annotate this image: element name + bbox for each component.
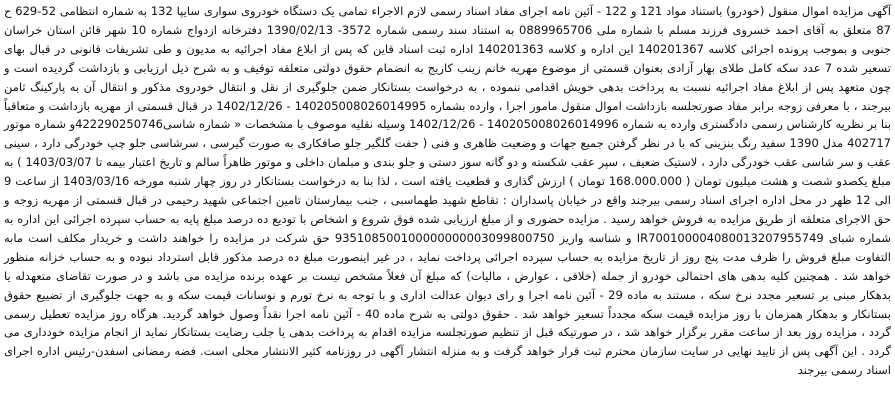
notice-body: آگهی مزایده اموال منقول (خودرو) باستناد مواد 121 و 122 - آئین نامه اجرای مفاد اسناد رسمی لازم الاجراء تمامی یک دستگاه خودروی سواری سایپا 132 به شماره انتظامی 52-629 ح 87 متعلق به آقای احمد خسروی فرزند مسلم با شماره ملی 0889965706 به استناد سند رسمی شماره 3572- 1390/02/13 دفترخانه ازدواج شماره 10 شهر قائن استان خراسان جنوبی و بموجب پرونده اجرائی کلاسه 140201367 این اداره و کلاسه 140201363 اداره ثبت اسناد قاین که پس از ابلاغ مفاد اجرائیه به مدیون و طی تشریفات قانونی در قبال بهای تسعیر شده 7 عدد سکه کامل طلای بهار آزادی بعنوان قسمتی از موضوع مهریه خانم زینب کاریج به انضمام حقوق دولتی متعلقه توقیف و به شرح ذیل ارزیابی و بازداشت گردیده است و چون متعهد پس از ابلاغ مفاد اجرائیه نسبت به پرداخت بدهی خویش اقدامی ننموده ، به درخواست بستانکار ضمن جلوگیری از نقل و انتقال خودروی مذکور و انتقال آن به پارکینگ ثامن بیرجند ، با معرفی زوجه برابر مفاد صورتجلسه بازداشت اموال منقول مامور اجرا ، وارده بشماره 140205008026014995 - 1402/12/26 در قبال قسمتی از مهریه بازداشت و متعاقباً بنا بر نظریه کارشناس رسمی دادگستری وارده به شماره 140205008026014996 - 1402/12/26 وسیله نقلیه موصوف با مشخصات « شماره شاسی422290250746و شماره موتور 402717 مدل 1390 سفید رنگ بنزینی که با در نظر گرفتن جمیع جهات و وضعیت ظاهری و فنی ( جفت گلگیر جلو صافکاری به صورت گیرسی ، سرشاسی جلو چپ خودرگی دارد ، سینی عقب و سر شاسی عقب خودرگی دارد ، لاستیک ضعیف ، سپر عقب شکسته و دو گانه سوز دستی و جلو بندی و مبلمان داخلی و موتور ظاهراً سالم و تاریخ اعتبار بیمه تا 1403/03/07 ) به مبلغ یکصدو شصت و هشت میلیون تومان ( 168.000.000 تومان ) ارزش گذاری و قطعیت یافته است ، لذا بنا به درخواست بستانکار در روز چهار شنبه مورخه 1403/03/16 از ساعت 9 الی 12 ظهر در محل اداره اجرای اسناد رسمی بیرجند واقع در خیابان پاسداران : تقاطع شهید طهماسبی ، جنب بیمارستان تامین اجتماعی شهید رحیمی در قبال قسمتی از مهریه زوجه و حق الاجرای متعلقه از طریق مزایده به فروش خواهد رسید . مزایده حضوری و از مبلغ ارزیابی شده فوق شروع و اشخاص با تودیع ده درصد مبلغ پایه به حساب سپرده اجرائی این اداره به شماره شبای IR700100004080013207955749 و شناسه واریز 935108500100000000003099800750 حق شرکت در مزایده را خواهند داشت و خریدار مکلف است مابه التفاوت مبلغ فروش را ظرف مدت پنج روز از تاریخ مزایده به حساب سپرده اجرائی پرداخت نماید ، در غیر اینصورت مبلغ ده درصد مذکور قابل استرداد نبوده و به حساب خزانه منظور خواهد شد . همچنین کلیه بدهی های احتمالی خودرو از جمله (خلافی ، عوارض ، مالیات) که مبلغ آن فعلاً مشخص نیست بر عهده برنده مزایده می باشد و در صورت تقاضای متعهدله یا بدهکار مبنی بر تسعیر مجدد نرخ سکه ، مستند به ماده 29 - آئین نامه اجرا و رای دیوان عدالت اداری و با توجه به نرخ تورم و نوسانات قیمت سکه و به جهت جلوگیری از تضییع حقوق بستانکار و بدهکار همزمان با روز مزایده قیمت سکه مجدداً تسعیر خواهد شد . حقوق دولتی به شرح ماده 40 - آئین نامه اجرا نقداً وصول خواهد گردید. هرگاه روز مزایده تعطیل رسمی گردد ، مزایده روز بعد از ساعت مقرر برگزار خواهد شد ، در صورتیکه قبل از تنظیم صورتجلسه مزایده اقدام به پرداخت بدهی یا جلب رضایت بستانکار نماید از انجام مزایده خودداری می گردد . این آگهی پس از تایید نهایی در سایت سازمان محترم ثبت قرار خواهد گرفت و به منزله انتشار آگهی در روزنامه کثیر الانتشار محلی است. فضه رمضانی اسفدن-رئیس اداره اجرای اسناد رسمی بیرجند — [4, 4, 892, 378]
